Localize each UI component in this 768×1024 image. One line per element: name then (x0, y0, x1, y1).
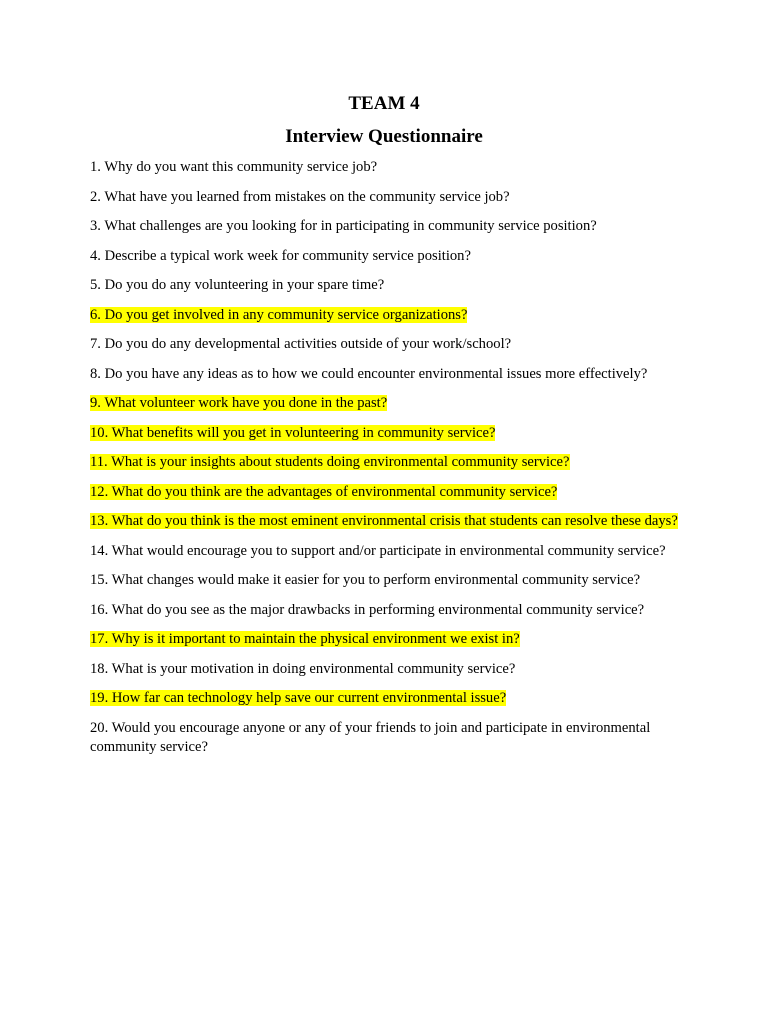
question-item-highlighted (90, 424, 690, 444)
question-text: 7. Do you do any developmental activities outside of your work/school? (90, 336, 512, 352)
question-item (90, 158, 690, 178)
question-item (90, 188, 690, 208)
question-item (90, 335, 690, 355)
question-item-highlighted (90, 306, 690, 326)
question-text: 3. What challenges are you looking for in participating in community service position? (90, 218, 597, 234)
question-text: 12. What do you think are the advantages of environmental community service? (90, 483, 558, 500)
question-item (90, 365, 690, 385)
question-item (90, 276, 690, 296)
question-text: 6. Do you get involved in any community service organizations? (90, 306, 468, 323)
document-title: Interview Questionnaire (285, 126, 483, 147)
question-text: 18. What is your motivation in doing environmental community service? (90, 660, 516, 677)
question-text: 1. Why do you want this community service job? (90, 159, 378, 175)
question-text: 9. What volunteer work have you done in the past? (90, 395, 388, 411)
question-item-highlighted (90, 689, 690, 709)
question-item-highlighted (90, 453, 690, 473)
question-text: 13. What do you think is the most eminent environmental crisis that students can resolve these days? (90, 513, 678, 529)
question-item (90, 660, 690, 680)
question-item-highlighted (90, 394, 690, 414)
question-item (90, 247, 690, 267)
question-text: 17. Why is it important to maintain the physical environment we exist in? (90, 631, 520, 647)
question-item (90, 719, 690, 758)
question-text: 4. Describe a typical work week for community service position? (90, 247, 471, 264)
question-list (90, 158, 690, 768)
question-text: 19. How far can technology help save our current environmental issue? (90, 690, 507, 706)
question-item-highlighted (90, 512, 690, 532)
question-text: 20. Would you encourage anyone or any of your friends to join and participate in environmental community service? (90, 719, 651, 755)
question-item-highlighted (90, 483, 690, 503)
question-text: 5. Do you do any volunteering in your spare time? (90, 277, 385, 293)
question-item (90, 601, 690, 621)
question-text: 14. What would encourage you to support and/or participate in environmental community service? (90, 542, 666, 559)
question-text: 2. What have you learned from mistakes on the community service job? (90, 188, 510, 205)
question-text: 11. What is your insights about students doing environmental community service? (90, 454, 570, 470)
question-item-highlighted (90, 630, 690, 650)
question-text: 15. What changes would make it easier for you to perform environmental community service? (90, 572, 641, 588)
team-heading: TEAM 4 (348, 93, 420, 114)
question-item (90, 542, 690, 562)
question-text: 8. Do you have any ideas as to how we could encounter environmental issues more effectively? (90, 365, 648, 382)
question-text: 10. What benefits will you get in volunteering in community service? (90, 424, 496, 441)
question-item (90, 571, 690, 591)
question-text: 16. What do you see as the major drawbacks in performing environmental community service? (90, 601, 645, 618)
question-item (90, 217, 690, 237)
